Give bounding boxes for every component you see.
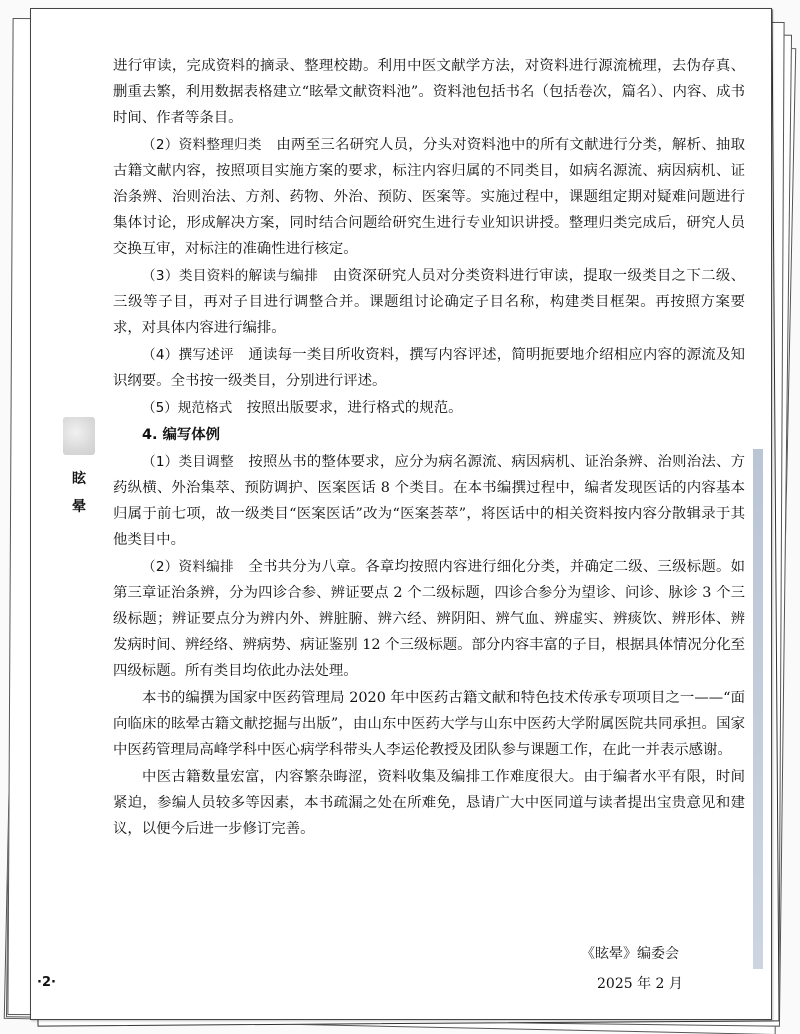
side-running-title — [63, 465, 95, 521]
book-emblem-icon — [63, 417, 95, 455]
subsection-heading: （2）资料整理归类 — [142, 137, 262, 153]
paragraph-text: 全书共分为八章。各章均按照内容进行细化分类，并确定二级、三级标题。如第三章证治条辨，分为四诊合参、辨证要点 2 个二级标题，四诊合参分为望诊、问诊、脉诊 3 个三级标题；辨证要点分为辨内外、辨脏腑、辨六经、辨阴阳、辨气血、辨虚实、辨痰饮、辨形体、辨发病时间、辨经络、辨病势、病证鉴别 12 个三级标题。部分内容丰富的子目，根据具体情况分化至四级标题。所有类目均依此办法处理。 — [113, 559, 745, 679]
page-number: ·2· — [37, 975, 56, 990]
paragraph — [113, 449, 745, 553]
paragraph: 本书的编撰为国家中医药管理局 2020 年中医药古籍文献和特色技术传承专项项目之一——“面向临床的眩晕古籍文献挖掘与出版”，由山东中医药大学与山东中医药大学附属医院共同承担。国家中医药管理局高峰学科中医心病学科带头人李运伦教授及团队参与课题工作，在此一并表示感谢。 — [113, 690, 745, 758]
paragraph-text: 通读每一类目所收资料，撰写内容评述，简明扼要地介绍相应内容的源流及知识纲要。全书按一级类目，分别进行评述。 — [113, 347, 745, 389]
paragraph-text: 由两至三名研究人员，分头对资料池中的所有文献进行分类，解析、抽取古籍文献内容，按照项目实施方案的要求，标注内容归属的不同类目，如病名源流、病因病机、证治条辨、治则治法、方剂、药物、外治、预防、医案等。实施过程中，课题组定期对疑难问题进行集体讨论，形成解决方案，同时结合问题给研究生进行专业知识讲授。整理归类完成后，研究人员交换互审，对标注的准确性进行核定。 — [113, 137, 745, 257]
paragraph — [113, 263, 745, 341]
paragraph-text: 由资深研究人员对分类资料进行审读，提取一级类目之下二级、三级等子目，再对子目进行调整合并。课题组讨论确定子目名称，构建类目框架。再按照方案要求，对具体内容进行编排。 — [113, 268, 745, 336]
subsection-heading: （1）类目调整 — [142, 454, 234, 470]
signature-date: 2025 年 2 月 — [597, 976, 683, 992]
paragraph: 进行审读，完成资料的摘录、整理校勘。利用中医文献学方法，对资料进行源流梳理，去伪存真、删重去繁，利用数据表格建立“眩晕文献资料池”。资料池包括书名（包括卷次，篇名）、内容、成书时间、作者等条目。 — [113, 58, 745, 126]
paragraph — [113, 395, 745, 421]
paragraph-text: 按照丛书的整体要求，应分为病名源流、病因病机、证治条辨、治则治法、方药纵横、外治集萃、预防调护、医案医话 8 个类目。在本书编撰过程中，编者发现医话的内容基本归属于前七项，故一级类目“医案医话”改为“医案荟萃”，将医话中的相关资料按内容分散辑录于其他类目中。 — [113, 454, 745, 548]
document-page — [30, 8, 772, 1020]
signature-committee: 《眩晕》编委会 — [581, 946, 679, 962]
paragraph: 中医古籍数量宏富，内容繁杂晦涩，资料收集及编排工作难度很大。由于编者水平有限，时间紧迫，参编人员较多等因素，本书疏漏之处在所难免，恳请广大中医同道与读者提出宝贵意见和建议，以便今后进一步修订完善。 — [113, 769, 745, 837]
subsection-heading: （5）规范格式 — [142, 400, 233, 416]
section-heading: 4. 编写体例 — [142, 427, 221, 443]
side-title-char: 眩 — [72, 471, 86, 487]
subsection-heading: （3）类目资料的解读与编排 — [142, 268, 319, 284]
side-title-char: 晕 — [72, 499, 86, 515]
page-body — [113, 53, 745, 842]
cover-edge-decoration — [753, 449, 763, 969]
subsection-heading: （2）资料编排 — [142, 559, 234, 575]
paragraph-text: 按照出版要求，进行格式的规范。 — [246, 400, 463, 416]
subsection-heading: （4）撰写述评 — [142, 347, 234, 363]
paragraph — [113, 342, 745, 394]
paragraph — [113, 132, 745, 262]
paragraph — [113, 554, 745, 684]
